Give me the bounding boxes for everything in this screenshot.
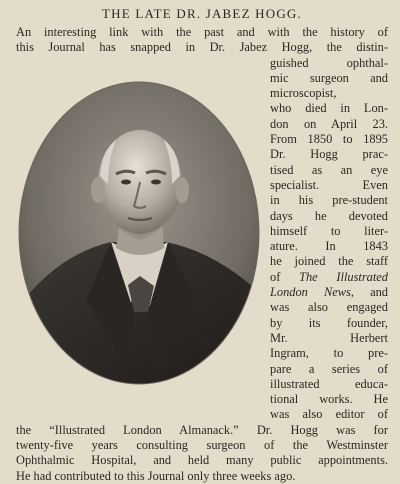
body-line-26: was also editor of [270,407,388,422]
body-line-28: twenty-five years consulting surgeon of the Westminster [16,438,388,453]
body-line-7: don on April 23. [270,116,388,131]
body-line-25: tional works. He [270,392,388,407]
body-line-24: illustrated educa- [270,376,388,391]
body-line-16: he joined the staff [270,254,388,269]
body-line-27: the “Illustrated London Almanack.” Dr. Hogg was for [16,422,388,437]
body-line-18: London News, and [270,285,388,300]
body-line-14: himself to liter- [270,223,388,238]
portrait-frame [16,80,262,386]
body-line-4: mic surgeon and [270,70,388,85]
body-line-20: by its founder, [270,315,388,330]
publication-title: The Illustrated [299,269,388,284]
body-line-3: guished ophthal- [270,55,388,70]
body-line-22: Ingram, to pre- [270,346,388,361]
body-line-2: this Journal has snapped in Dr. Jabez Hogg, the distin- [16,40,388,55]
publication-title-cont: London News [270,285,351,300]
body-line-30: He had contributed to this Journal only three weeks ago. [16,468,296,483]
body-line-1: An interesting link with the past and with the history of [16,25,388,39]
body-line-21: Mr. Herbert [270,330,388,345]
body-line-13: days he devoted [270,208,388,223]
body-line-8: From 1850 to 1895 [270,132,388,147]
body-line-15: ature. In 1843 [270,239,388,254]
article-title: THE LATE DR. JABEZ HOGG. [102,6,302,21]
body-line-5: microscopist, [270,86,337,101]
body-line-17-text: of The Illustrated [270,269,388,284]
body-line-23: pare a series of [270,361,388,376]
body-line-29: Ophthalmic Hospital, and held many public appointments. [16,453,388,468]
body-line-6: who died in Lon- [270,101,388,116]
body-line-12: in his pre-student [270,193,388,208]
body-line-19: was also engaged [270,300,388,315]
body-line-17 [270,270,388,285]
body-line-9: Dr. Hogg prac- [270,147,388,162]
portrait-image [16,80,262,386]
body-line-11: specialist. Even [270,177,388,192]
body-line-10: tised as an eye [270,162,388,177]
